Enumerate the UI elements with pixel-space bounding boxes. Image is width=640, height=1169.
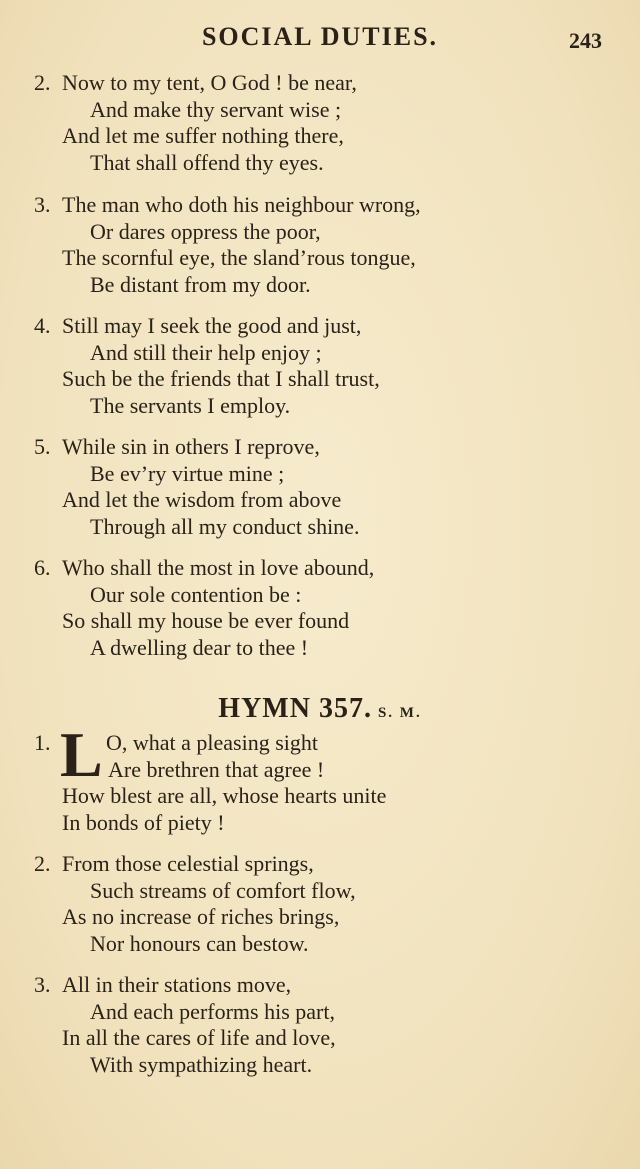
verse-line: Through all my conduct shine. (90, 513, 360, 539)
stanza (34, 192, 624, 298)
verse-line: Who shall the most in love abound, (62, 555, 375, 580)
stanza (34, 70, 624, 176)
verse-line: Now to my tent, O God ! be near, (62, 70, 357, 95)
stanza-number: 1. (34, 730, 51, 755)
verse-line: That shall offend thy eyes. (90, 149, 324, 175)
verse-line: From those celestial springs, (62, 851, 314, 876)
verse-line: As no increase of riches brings, (62, 904, 340, 929)
stanza (34, 972, 624, 1078)
hymn-meter: S. M. (377, 705, 422, 721)
hymn-number: HYMN 357. (218, 693, 372, 724)
verse-line: So shall my house be ever found (62, 608, 350, 633)
verse-line: With sympathizing heart. (90, 1051, 313, 1077)
verse-line: Are brethren that agree ! (108, 756, 325, 782)
verse-line: How blest are all, whose hearts unite (62, 783, 387, 808)
verse-line: Be ev’ry virtue mine ; (90, 460, 285, 486)
stanza-number: 2. (34, 70, 51, 95)
stanza-number: 4. (34, 313, 51, 338)
stanza (34, 555, 624, 661)
page-number: 243 (569, 28, 602, 53)
stanza (34, 434, 624, 540)
verse-line: In bonds of piety ! (62, 809, 225, 835)
verse-line: And each performs his part, (90, 998, 335, 1024)
verse-line: Or dares oppress the poor, (90, 218, 321, 244)
verse-line: And make thy servant wise ; (90, 96, 342, 122)
verse-line: Be distant from my door. (90, 271, 311, 297)
verse-line: The scornful eye, the sland’rous tongue, (62, 245, 416, 270)
stanza-number: 3. (34, 972, 51, 997)
stanza-number: 6. (34, 555, 51, 580)
verse-line: And let me suffer nothing there, (62, 123, 344, 148)
verse-line: A dwelling dear to thee ! (90, 634, 309, 660)
verse-line: While sin in others I reprove, (62, 434, 320, 459)
verse-line: O, what a pleasing sight (106, 730, 319, 755)
verse-line: Still may I seek the good and just, (62, 313, 362, 338)
verse-line: Our sole contention be : (90, 581, 302, 607)
stanza (34, 851, 624, 957)
drop-cap: L (60, 719, 103, 790)
stanza-number: 5. (34, 434, 51, 459)
running-header: SOCIAL DUTIES. (201, 22, 439, 51)
verse-line: And still their help enjoy ; (90, 339, 322, 365)
verse-line: The man who doth his neighbour wrong, (62, 192, 421, 217)
verse-line: Such streams of comfort flow, (90, 877, 356, 903)
stanza (34, 730, 624, 836)
verse-line: All in their stations move, (62, 972, 292, 997)
verse-line: And let the wisdom from above (62, 487, 342, 512)
verse-line: Nor honours can bestow. (90, 930, 309, 956)
stanza-number: 2. (34, 851, 51, 876)
stanza (34, 313, 624, 419)
verse-line: In all the cares of life and love, (62, 1025, 336, 1050)
verse-line: The servants I employ. (90, 392, 291, 418)
verse-line: Such be the friends that I shall trust, (62, 366, 380, 391)
stanza-number: 3. (34, 192, 51, 217)
